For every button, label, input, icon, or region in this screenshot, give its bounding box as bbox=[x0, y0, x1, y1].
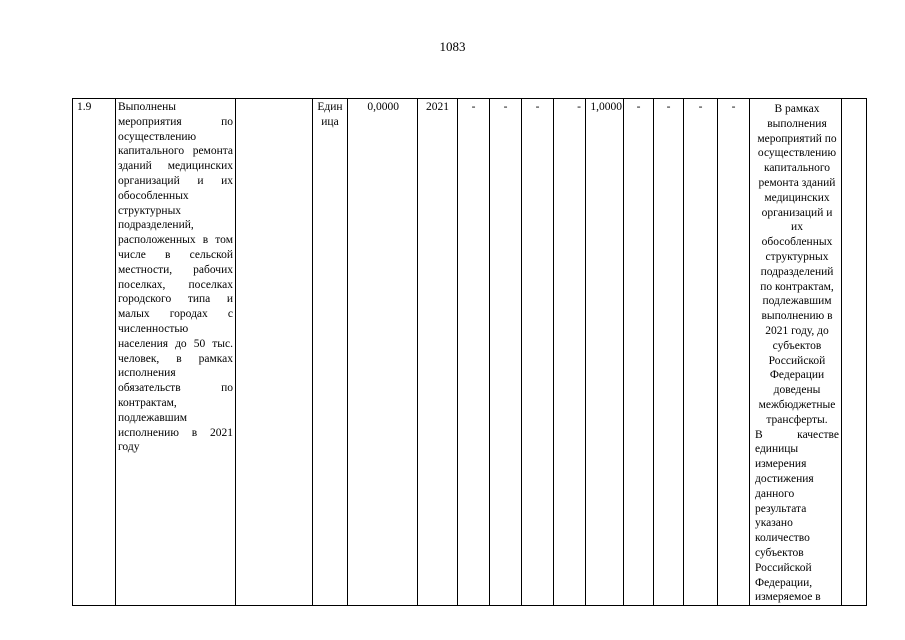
results-table bbox=[72, 98, 867, 606]
dash-cell: - bbox=[490, 99, 522, 606]
comment-cell bbox=[750, 99, 842, 606]
empty-cell bbox=[236, 99, 313, 606]
base-year-cell: 2021 bbox=[418, 99, 458, 606]
dash-cell: - bbox=[684, 99, 718, 606]
base-value-cell: 0,0000 bbox=[348, 99, 418, 606]
page-number: 1083 bbox=[439, 39, 466, 54]
empty-cell bbox=[842, 99, 867, 606]
dash-cell: - bbox=[458, 99, 490, 606]
table-row bbox=[73, 99, 867, 606]
unit-cell: Единица bbox=[313, 99, 348, 606]
dash-cell: - bbox=[654, 99, 684, 606]
target-value-cell: 1,0000 bbox=[586, 99, 624, 606]
dash-cell: - bbox=[554, 99, 586, 606]
row-number: 1.9 bbox=[73, 99, 116, 606]
dash-cell: - bbox=[522, 99, 554, 606]
result-description: Выполнены мероприятия по осуществлению капитального ремонта зданий медицинских организаций и их обособленных структурных подразделений, расположенных в том числе в сельской местности, рабочих поселках, поселках городского типа и малых городах с численностью населения до 50 тыс. человек, в рамках исполнения обязательств по контрактам, подлежавшим исполнению в 2021 году bbox=[116, 99, 236, 606]
dash-cell: - bbox=[624, 99, 654, 606]
comment-paragraph-2: В качестве единицы измерения достижения данного результата указано количество субъектов Российской Федерации, измеряемое в bbox=[755, 428, 839, 604]
dash-cell: - bbox=[718, 99, 750, 606]
comment-paragraph-1: В рамках выполнения мероприятий по осуществлению капитального ремонта зданий медицинских организаций и их обособленных структурных подразделений по контрактам, подлежавшим выполнению в 2021 году, до субъектов Российской Федерации доведены межбюджетные трансферты. bbox=[757, 103, 837, 426]
